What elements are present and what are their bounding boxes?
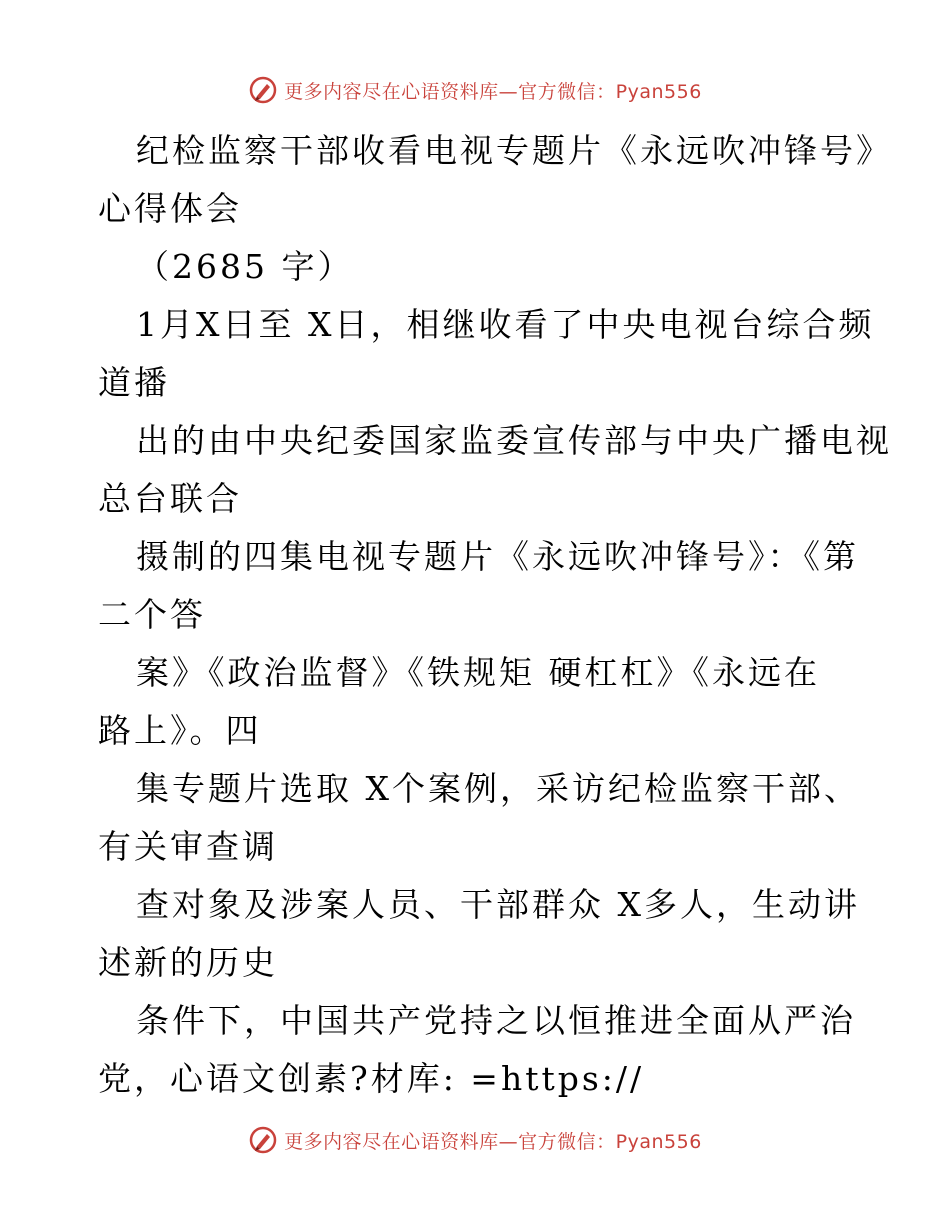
text-line: （2685 字） xyxy=(136,247,354,286)
document-body xyxy=(98,122,892,1108)
text-line: 案》《政治监督》《铁规矩 硬杠杠》《永远在 xyxy=(136,653,820,692)
text-line: 摄制的四集电视专题片《永远吹冲锋号》：《第 xyxy=(136,537,859,576)
text-line: 纪检监察干部收看电视专题片《永远吹冲锋号》 xyxy=(136,131,892,170)
text-line: 述新的历史 xyxy=(98,943,278,982)
text-line: 条件下，中国共产党持之以恒推进全面从严治 xyxy=(136,1001,856,1040)
watermark-text: 更多内容尽在心语资料库—官方微信：Pyan556 xyxy=(284,80,702,103)
pen-logo-icon xyxy=(248,75,278,105)
text-line: 有关审查调 xyxy=(98,827,278,866)
text-line: 1月X日至 X日，相继收看了中央电视台综合频 xyxy=(136,305,875,344)
text-line: 总台联合 xyxy=(98,479,242,518)
text-line: 查对象及涉案人员、干部群众 X多人，生动讲 xyxy=(136,885,860,924)
text-line: 心得体会 xyxy=(98,189,242,228)
text-line: 集专题片选取 X个案例，采访纪检监察干部、 xyxy=(136,769,860,808)
footer-watermark xyxy=(0,1120,950,1160)
text-line: 二个答 xyxy=(98,595,206,634)
header-watermark xyxy=(0,70,950,110)
text-line: 出的由中央纪委国家监委宣传部与中央广播电视 xyxy=(136,421,892,460)
watermark-text: 更多内容尽在心语资料库—官方微信：Pyan556 xyxy=(284,1130,702,1153)
text-line: 路上》。四 xyxy=(98,711,262,750)
text-line: 道播 xyxy=(98,363,170,402)
pen-logo-icon xyxy=(248,1125,278,1155)
text-line: 党，心语文创素?材库: =https:// xyxy=(98,1059,645,1098)
